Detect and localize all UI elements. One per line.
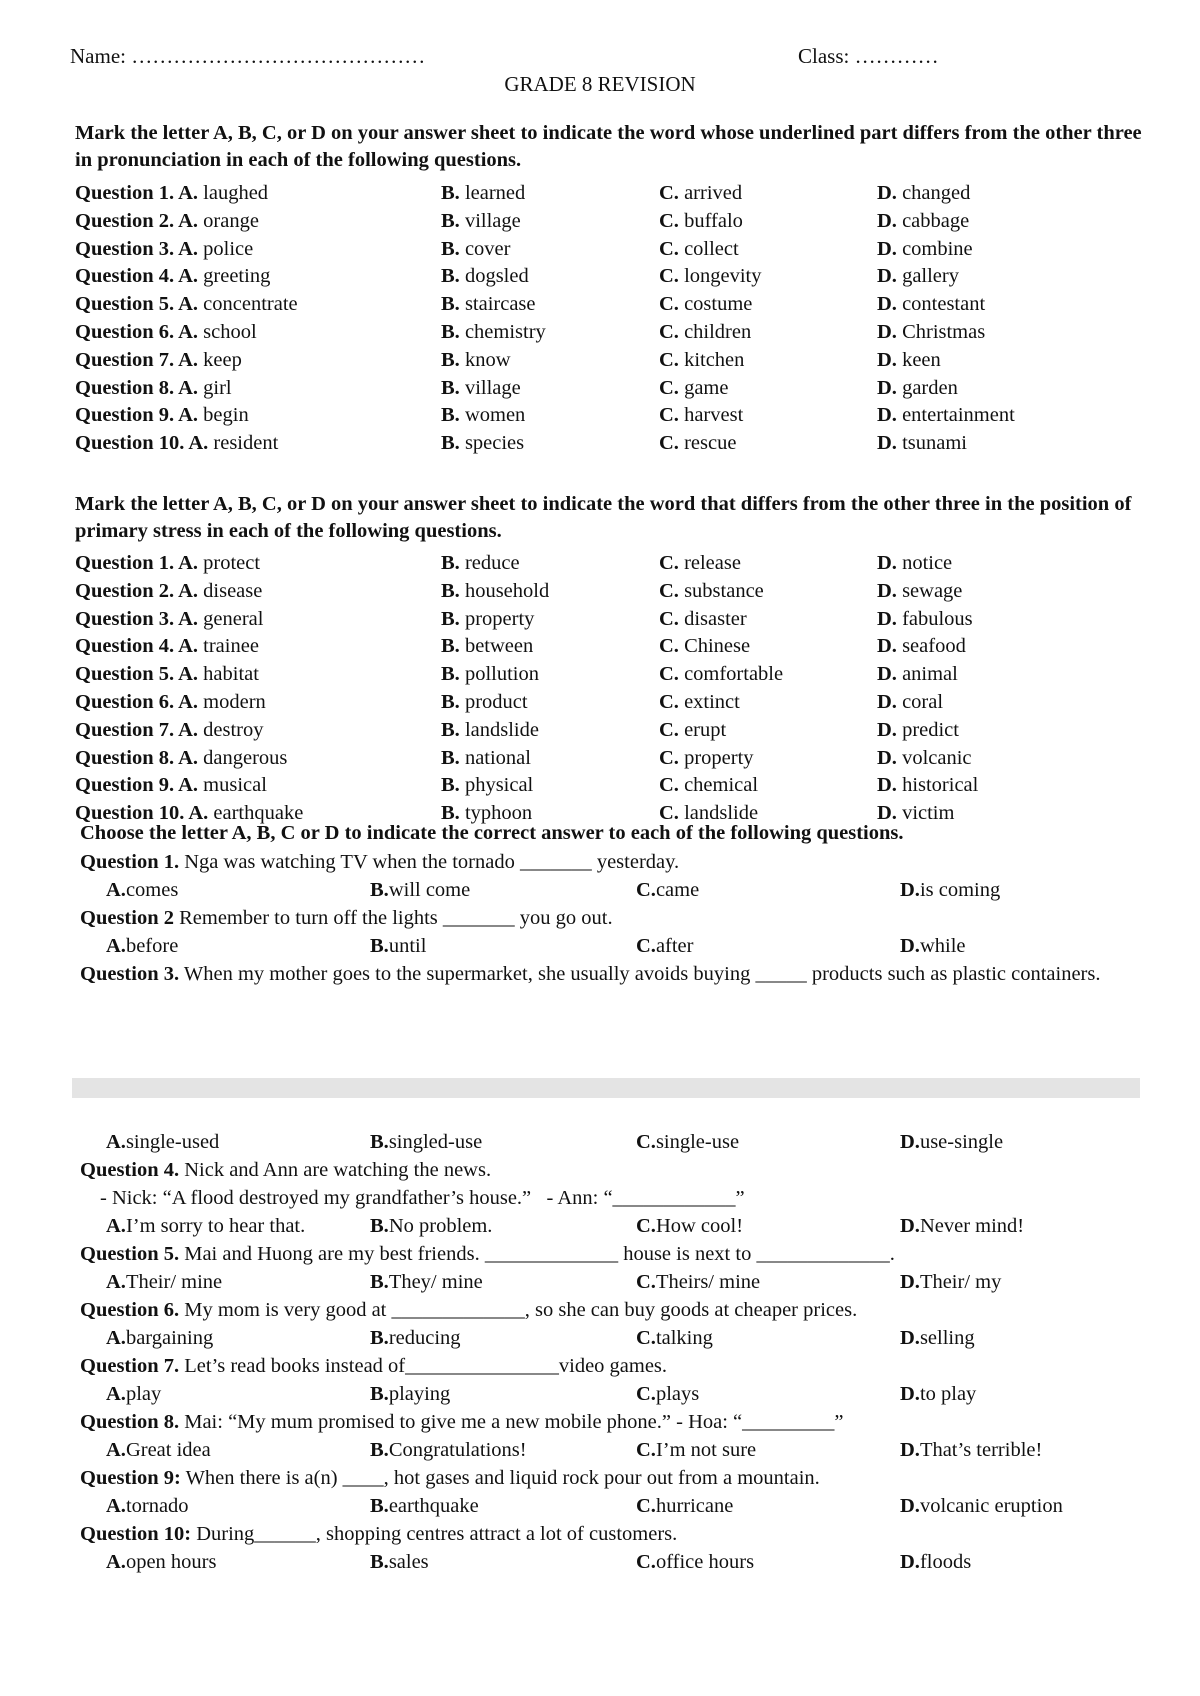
option-d: Their/ my [919, 1271, 1002, 1293]
question-row: Question 5. A. concentrate B. staircase C. costume D. contestant [75, 293, 986, 316]
option-a: police [203, 237, 254, 260]
option-c: Chinese [684, 635, 751, 658]
option-a: concentrate [203, 293, 298, 316]
option-a: begin [203, 404, 249, 427]
option-b: Congratulations! [388, 1439, 527, 1461]
option-d: predict [902, 718, 959, 741]
option-b: village [464, 209, 521, 232]
option-b: national [464, 746, 531, 769]
mcq-question-3-stem: Question 3. When my mother goes to the supermarket, she usually avoids buying _____ products such as plastic containers. [80, 963, 1101, 985]
mcq-question-9: Question 9: When there is a(n) ____, hot gases and liquid rock pour out from a mountain. A. tornado B. earthquake C. hurricane D. volcanic eruption [80, 1464, 1140, 1520]
option-d: volcanic [902, 746, 972, 769]
page-title: GRADE 8 REVISION [504, 72, 696, 96]
option-c: single-use [655, 1131, 740, 1153]
name-field-label: Name: …………………………………… [70, 44, 426, 68]
mcq-question-3-options: A. single-used B. singled-use C. single-use D. use-single [80, 1128, 1140, 1156]
option-d: coral [902, 690, 944, 713]
option-c: property [684, 746, 754, 769]
question-row: Question 9. A. musical B. physical C. chemical D. historical [75, 774, 979, 797]
option-d: seafood [902, 635, 966, 658]
question-row: Question 10. A. earthquake B. typhoon C. landslide D. victim [75, 802, 955, 825]
option-a: earthquake [213, 802, 304, 825]
option-b: household [464, 579, 550, 602]
page-break-divider [72, 1078, 1140, 1098]
option-a: general [203, 607, 264, 630]
option-a: bargaining [125, 1327, 214, 1349]
option-b: reduce [464, 552, 520, 574]
option-d: to play [919, 1383, 977, 1405]
option-d: cabbage [902, 209, 970, 232]
mcq-question-1: Question 1. Nga was watching TV when the tornado _______ yesterday. A. comes B. will come C. came D. is coming [80, 848, 1140, 904]
option-c: comfortable [684, 663, 784, 686]
option-b: until [388, 935, 427, 957]
option-a: I’m sorry to hear that. [125, 1215, 306, 1237]
mcq-question-8: Question 8. Mai: “My mum promised to give me a new mobile phone.” - Hoa: “_________” A. Great idea B. Congratulations! C. I’m not sure D. That’s terrible! [80, 1408, 1140, 1464]
option-c: chemical [684, 774, 759, 797]
option-a: girl [203, 376, 232, 399]
option-a: dangerous [203, 746, 288, 769]
question-row: Question 6. A. modern B. product C. extinct D. coral [75, 690, 944, 713]
option-c: harvest [684, 404, 744, 427]
option-a: tornado [125, 1495, 189, 1517]
section2-questions [75, 550, 1145, 828]
option-a: before [125, 935, 179, 957]
option-d: contestant [902, 293, 986, 316]
option-b: typhoon [464, 802, 533, 825]
option-a: musical [203, 774, 267, 797]
section1-questions [75, 180, 1145, 458]
option-d: entertainment [902, 404, 1015, 427]
question-row: Question 3. A. police B. cover C. collect D. combine [75, 237, 973, 260]
option-a: single-used [125, 1131, 220, 1153]
section2-instruction: Mark the letter A, B, C, or D on your answer sheet to indicate the word that differs from the other three in the position of primary stress in each of the following questions. [75, 493, 1132, 542]
section3-instruction: Choose the letter A, B, C or D to indicate the correct answer to each of the following questions. [80, 822, 904, 844]
option-a: disease [203, 579, 263, 602]
option-d: fabulous [902, 607, 973, 630]
mcq-question-6: Question 6. My mom is very good at _____________, so she can buy goods at cheaper prices. A. bargaining B. reducing C. talking D. selling [80, 1296, 1140, 1352]
option-c: children [684, 320, 752, 343]
option-b: species [464, 432, 525, 455]
option-b: dogsled [464, 265, 529, 288]
option-c: rescue [684, 432, 737, 455]
option-c: landslide [684, 802, 759, 825]
option-d: garden [902, 376, 958, 399]
option-b: will come [388, 879, 471, 901]
option-a: Their/ mine [125, 1271, 223, 1293]
option-c: buffalo [684, 209, 743, 232]
option-a: play [125, 1383, 162, 1405]
option-c: talking [655, 1327, 713, 1349]
option-c: erupt [684, 718, 727, 741]
option-c: release [684, 552, 741, 574]
question-row: Question 2. A. orange B. village C. buffalo D. cabbage [75, 209, 970, 232]
option-b: singled-use [388, 1131, 483, 1153]
option-b: know [464, 348, 511, 371]
option-d: tsunami [902, 432, 967, 455]
option-c: I’m not sure [655, 1439, 757, 1461]
class-field-label: Class: ………… [798, 44, 939, 68]
option-d: is coming [919, 879, 1001, 901]
option-d: notice [902, 552, 953, 574]
option-c: came [655, 879, 700, 901]
option-d: gallery [902, 265, 959, 288]
mcq-question-4: Question 4. Nick and Ann are watching the news. - Nick: “A flood destroyed my grandfather’s house.” - Ann: “____________” A. I’m sorry to hear that. B. No problem. C. How cool! D. Never mind! [80, 1156, 1140, 1240]
option-b: women [464, 404, 526, 427]
option-a: keep [203, 348, 242, 371]
option-b: staircase [464, 293, 536, 316]
option-a: open hours [125, 1551, 217, 1573]
question-row: Question 4. A. trainee B. between C. Chinese D. seafood [75, 635, 966, 658]
option-d: while [919, 935, 966, 957]
option-d: volcanic eruption [919, 1495, 1063, 1517]
option-d: Never mind! [919, 1215, 1025, 1237]
question-row: Question 4. A. greeting B. dogsled C. longevity D. gallery [75, 265, 959, 288]
option-b: product [464, 690, 528, 713]
option-c: How cool! [655, 1215, 744, 1237]
option-c: office hours [655, 1551, 755, 1573]
question-row: Question 8. A. girl B. village C. game D. garden [75, 376, 958, 399]
option-b: cover [464, 237, 511, 260]
option-a: destroy [203, 718, 264, 741]
option-c: disaster [684, 607, 747, 630]
option-d: sewage [902, 579, 963, 602]
header [70, 44, 1130, 74]
option-b: between [464, 635, 534, 658]
question-row: Question 7. A. keep B. know C. kitchen D. keen [75, 348, 941, 371]
question-row: Question 1. A. protect B. reduce C. release D. notice [75, 552, 953, 574]
option-d: changed [902, 182, 971, 204]
option-d: historical [902, 774, 979, 797]
option-a: habitat [203, 663, 259, 686]
option-b: No problem. [388, 1215, 493, 1237]
option-a: orange [203, 209, 259, 232]
option-a: comes [125, 879, 179, 901]
option-b: physical [464, 774, 534, 797]
option-a: greeting [203, 265, 271, 288]
option-c: longevity [684, 265, 762, 288]
question-row: Question 2. A. disease B. household C. substance D. sewage [75, 579, 963, 602]
option-a: protect [203, 552, 261, 574]
option-d: keen [902, 348, 941, 371]
option-c: hurricane [655, 1495, 734, 1517]
option-a: school [203, 320, 257, 343]
dialog-ann: - Ann: “____________” [546, 1187, 745, 1209]
mcq-question-2: Question 2 Remember to turn off the lights _______ you go out. A. before B. until C. after D. while [80, 904, 1140, 960]
option-a: laughed [203, 182, 269, 204]
option-b: landslide [464, 718, 539, 741]
option-c: plays [655, 1383, 700, 1405]
option-c: substance [684, 579, 764, 602]
option-c: kitchen [684, 348, 745, 371]
question-row: Question 10. A. resident B. species C. rescue D. tsunami [75, 432, 967, 455]
question-row: Question 3. A. general B. property C. disaster D. fabulous [75, 607, 973, 630]
option-b: pollution [464, 663, 539, 686]
option-a: resident [213, 432, 279, 455]
option-d: use-single [919, 1131, 1004, 1153]
question-row: Question 7. A. destroy B. landslide C. erupt D. predict [75, 718, 959, 741]
dialog-nick: - Nick: “A flood destroyed my grandfather’s house.” [100, 1187, 532, 1209]
option-b: property [464, 607, 535, 630]
mcq-question-5: Question 5. Mai and Huong are my best friends. _____________ house is next to _____________. A. Their/ mine B. They/ mine C. Theirs/ mine D. Their/ my [80, 1240, 1140, 1296]
option-d: combine [902, 237, 973, 260]
option-b: village [464, 376, 521, 399]
option-a: trainee [203, 635, 259, 658]
option-b: They/ mine [388, 1271, 483, 1293]
question-row: Question 9. A. begin B. women C. harvest D. entertainment [75, 404, 1015, 427]
option-c: arrived [684, 182, 743, 204]
option-c: costume [684, 293, 753, 316]
option-c: after [655, 935, 694, 957]
option-a: modern [203, 690, 266, 713]
mcq-question-10: Question 10: During______, shopping centres attract a lot of customers. A. open hours B. sales C. office hours D. floods [80, 1520, 1140, 1576]
option-c: collect [684, 237, 739, 260]
option-b: earthquake [388, 1495, 479, 1517]
option-d: Christmas [902, 320, 986, 343]
option-d: That’s terrible! [919, 1439, 1043, 1461]
section1-instruction: Mark the letter A, B, C, or D on your answer sheet to indicate the word whose underlined part differs from the other three in pronunciation in each of the following questions. [75, 122, 1142, 171]
option-d: selling [919, 1327, 975, 1349]
option-b: reducing [388, 1327, 461, 1349]
question-row: Question 1. A. laughed B. learned C. arrived D. changed [75, 182, 971, 204]
mcq-question-7: Question 7. Let’s read books instead of_______________video games. A. play B. playing C. plays D. to play [80, 1352, 1140, 1408]
option-b: playing [388, 1383, 451, 1405]
question-row: Question 5. A. habitat B. pollution C. comfortable D. animal [75, 663, 958, 686]
option-a: Great idea [125, 1439, 211, 1461]
option-d: animal [902, 663, 958, 686]
option-c: extinct [684, 690, 740, 713]
question-row: Question 6. A. school B. chemistry C. children D. Christmas [75, 320, 986, 343]
option-c: Theirs/ mine [655, 1271, 761, 1293]
question-row: Question 8. A. dangerous B. national C. property D. volcanic [75, 746, 972, 769]
option-c: game [684, 376, 729, 399]
option-b: chemistry [464, 320, 546, 343]
option-b: learned [464, 182, 526, 204]
option-b: sales [388, 1551, 429, 1573]
option-d: victim [902, 802, 955, 825]
option-d: floods [919, 1551, 972, 1573]
